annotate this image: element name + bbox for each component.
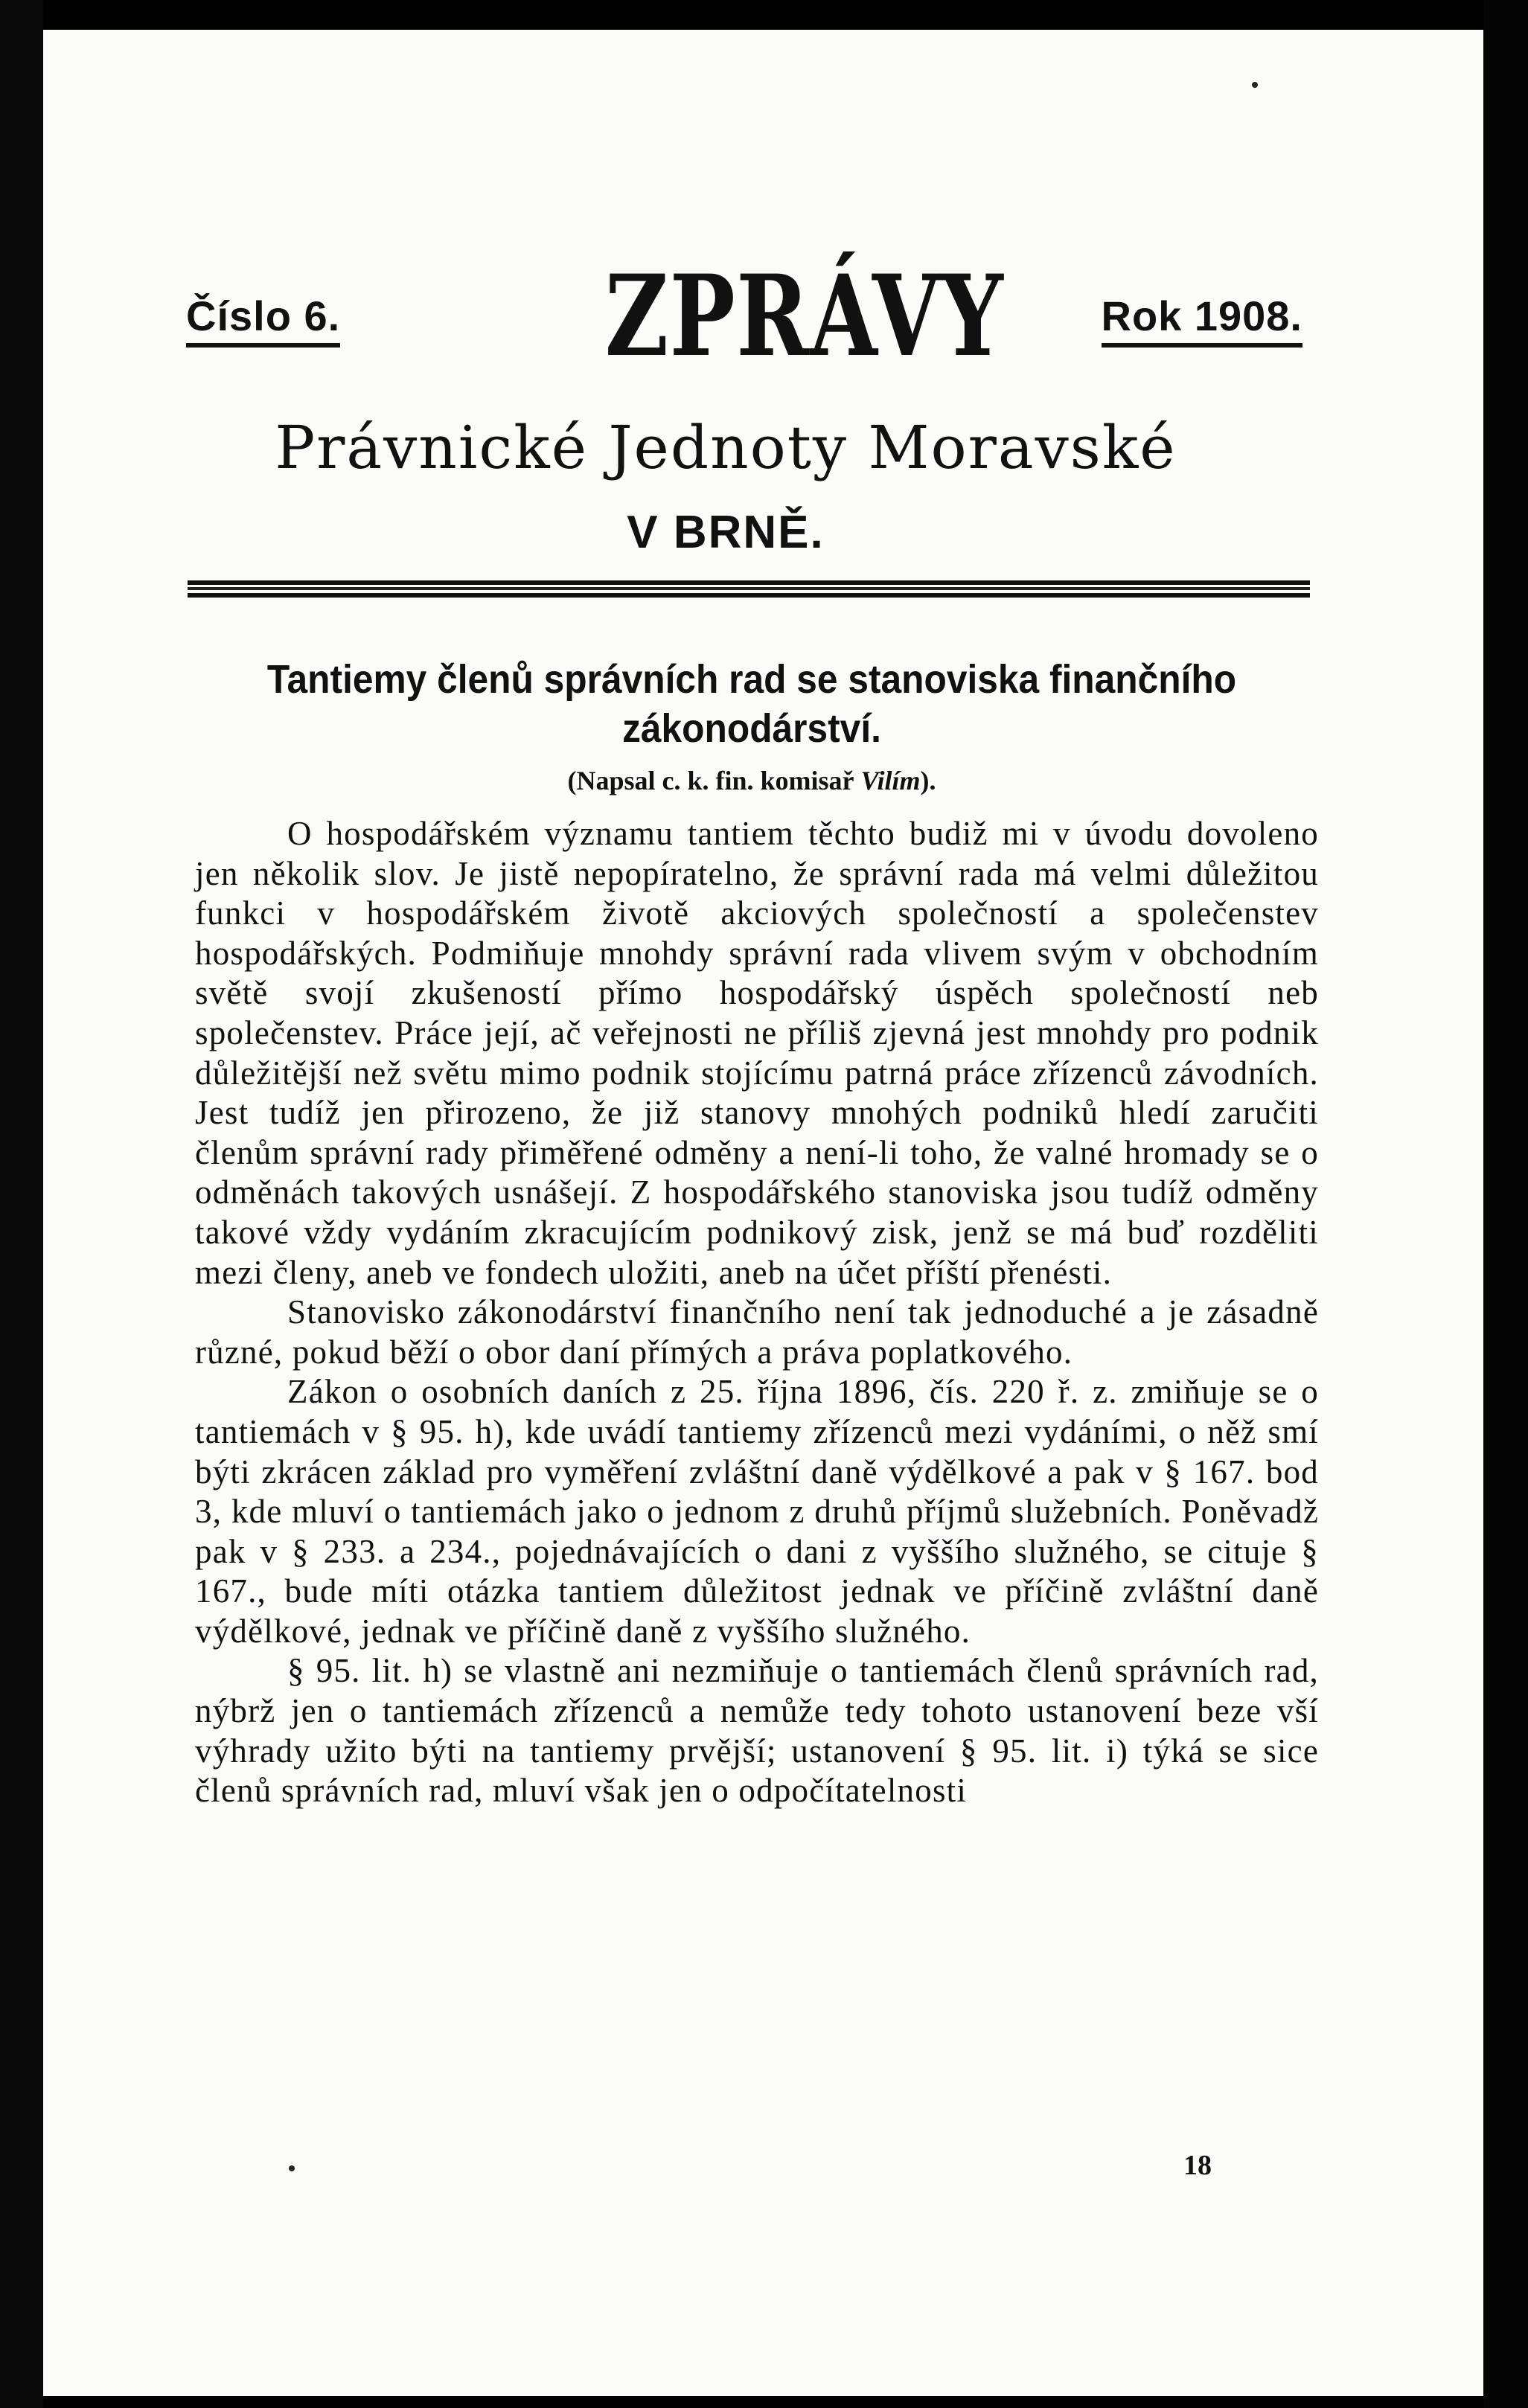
paragraph-3: Zákon o osobních daních z 25. října 1896, čís. 220 ř. z. zmiňuje se o tantiemách v § 95. h), kde uvádí tantiemy zřízenců mezi vydáními, o něž smí býti zkrácen základ pro vyměření zvláštní daně výdělkové a pak v § 167. bod 3, kde mluví o tantiemách jako o jednom z druhů příjmů služebních. Poněvadž pak v § 233. a 234., pojednávajících o dani z vyššího služného, se cituje § 167., bude míti otázka tantiem důležitost jednak ve příčině zvláštní daně výdělkové, jednak ve příčině daně z vyššího služného. <box>195 1373 1319 1650</box>
journal-subtitle: Právnické Jednoty Moravské <box>275 413 1177 482</box>
journal-city: V BRNĚ. <box>627 507 825 558</box>
byline-suffix: ). <box>920 766 936 795</box>
article-body <box>195 814 1319 1811</box>
masthead <box>141 253 1310 417</box>
paragraph-4: § 95. lit. h) se vlastně ani nezmiňuje o tantiemách členů správních rad, nýbrž jen o tantiemách zřízenců a nemůže tedy tohoto ustanovení beze vší výhrady užito býti na tantiemy prvější; ustanovení § 95. lit. i) týká se sice členů správních rad, mluví však jen o odpočítatelnosti <box>195 1652 1319 1810</box>
byline-prefix: (Napsal c. k. fin. komisař <box>567 766 861 795</box>
book-spine-shadow <box>0 0 43 2408</box>
publication-year: Rok 1908. <box>1102 292 1303 348</box>
byline-author: Vilím <box>860 766 921 795</box>
header-divider <box>188 580 1310 600</box>
article-title: Tantiemy členů správních rad se stanoviska finančního zákonodárství. <box>266 657 1237 751</box>
paragraph-2: Stanovisko zákonodárství finančního není tak jednoduché a je zásadně různé, pokud běží o obor daní přímých a práva poplatkového. <box>195 1293 1319 1371</box>
paragraph-1: O hospodářském významu tantiem těchto budiž mi v úvodu dovoleno jen několik slov. Je jistě nepopíratelno, že správní rada má velmi důležitou funkci v hospodářském životě akciových společností a společenstev hospodářských. Podmiňuje mnohdy správní rada vlivem svým v obchodním světě svojí zkušeností přímo hospodářský úspěch společností neb společenstev. Práce její, ač veřejnosti ne příliš zjevná jest mnohdy pro podnik důležitější než světu mimo podnik stojícímu patrná práce zřízenců závodních. Jest tudíž jen přirozeno, že již stanovy mnohých podniků hledí zaručiti členům správní rady přiměřené odměny a není-li toho, že valné hromady se o odměnách takových usnášejí. Z hospodářského stanoviska jsou tudíž odměny takové vždy vydáním zkracujícím podnikový zisk, jenž se má buď rozděliti mezi členy, aneb ve fondech uložiti, aneb na účet příští přenésti. <box>195 815 1319 1291</box>
scan-speck <box>289 2165 295 2171</box>
journal-title: ZPRÁVY <box>604 251 1005 382</box>
scan-edge <box>1483 0 1528 2408</box>
article-byline <box>186 765 1317 796</box>
issue-number: Číslo 6. <box>186 292 340 348</box>
scan-speck <box>1252 82 1258 88</box>
page-number: 18 <box>1183 2150 1212 2181</box>
